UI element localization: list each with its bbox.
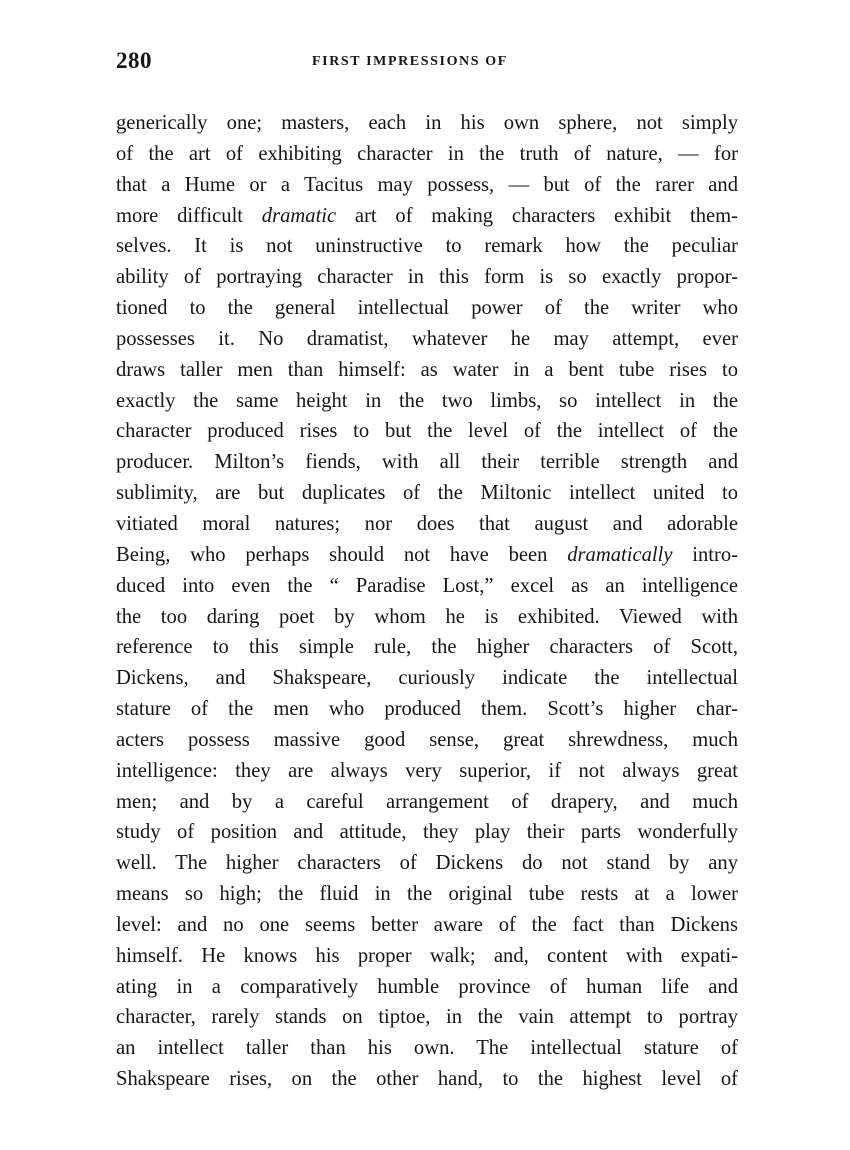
text-line: means so high; the fluid in the original tube rests at a lower xyxy=(116,883,738,906)
italic-word: dramatic xyxy=(261,204,337,227)
text-segment: intro- xyxy=(672,543,738,566)
text-line: stature of the men who produced them. Scott’s higher char- xyxy=(116,698,738,721)
text-line: himself. He knows his proper walk; and, content with expati- xyxy=(116,944,738,967)
text-line: an intellect taller than his own. The intellectual stature of xyxy=(116,1037,738,1060)
text-line: vitiated moral natures; nor does that august and adorable xyxy=(116,512,738,535)
text-line: character produced rises to but the level of the intellect of the xyxy=(116,420,738,443)
text-line: exactly the same height in the two limbs, so intellect in the xyxy=(116,389,738,412)
text-segment: art of making characters exhibit them- xyxy=(336,204,738,227)
text-line: reference to this simple rule, the higher characters of Scott, xyxy=(116,636,738,659)
text-line: men; and by a careful arrangement of drapery, and much xyxy=(116,790,738,813)
text-line: possesses it. No dramatist, whatever he may attempt, ever xyxy=(116,327,738,350)
text-segment: Being, who perhaps should not have been xyxy=(116,543,568,566)
text-line: intelligence: they are always very superior, if not always great xyxy=(116,759,738,782)
text-line: acters possess massive good sense, great shrewdness, much xyxy=(116,728,738,751)
text-line: character, rarely stands on tiptoe, in the vain attempt to portray xyxy=(116,1006,738,1029)
text-line xyxy=(116,540,738,571)
text-line: duced into even the “ Paradise Lost,” excel as an intelligence xyxy=(116,574,738,597)
text-line: Shakspeare rises, on the other hand, to the highest level of xyxy=(116,1068,738,1091)
text-line xyxy=(116,201,738,232)
text-line: study of position and attitude, they play their parts wonderfully xyxy=(116,821,738,844)
text-line: the too daring poet by whom he is exhibited. Viewed with xyxy=(116,605,738,628)
text-line: of the art of exhibiting character in the truth of nature, — for xyxy=(116,142,738,165)
text-line: that a Hume or a Tacitus may possess, — but of the rarer and xyxy=(116,173,738,196)
italic-word: dramatically xyxy=(567,543,673,566)
body-text xyxy=(116,108,738,1095)
text-line: draws taller men than himself: as water in a bent tube rises to xyxy=(116,358,738,381)
page-header xyxy=(116,46,736,76)
text-line: selves. It is not uninstructive to remark how the peculiar xyxy=(116,235,738,258)
text-line: producer. Milton’s fiends, with all their terrible strength and xyxy=(116,451,738,474)
text-line: Dickens, and Shakspeare, curiously indicate the intellectual xyxy=(116,667,738,690)
text-line: level: and no one seems better aware of the fact than Dickens xyxy=(116,913,738,936)
running-head: FIRST IMPRESSIONS OF xyxy=(312,54,508,69)
page-number: 280 xyxy=(116,48,152,73)
text-line: sublimity, are but duplicates of the Miltonic intellect united to xyxy=(116,482,738,505)
text-line: generically one; masters, each in his own sphere, not simply xyxy=(116,112,738,134)
text-segment: more difficult xyxy=(116,204,262,227)
text-line: ability of portraying character in this form is so exactly propor- xyxy=(116,266,738,289)
text-line: tioned to the general intellectual power of the writer who xyxy=(116,297,738,320)
text-line: ating in a comparatively humble province of human life and xyxy=(116,975,738,998)
text-line: well. The higher characters of Dickens do not stand by any xyxy=(116,852,738,875)
